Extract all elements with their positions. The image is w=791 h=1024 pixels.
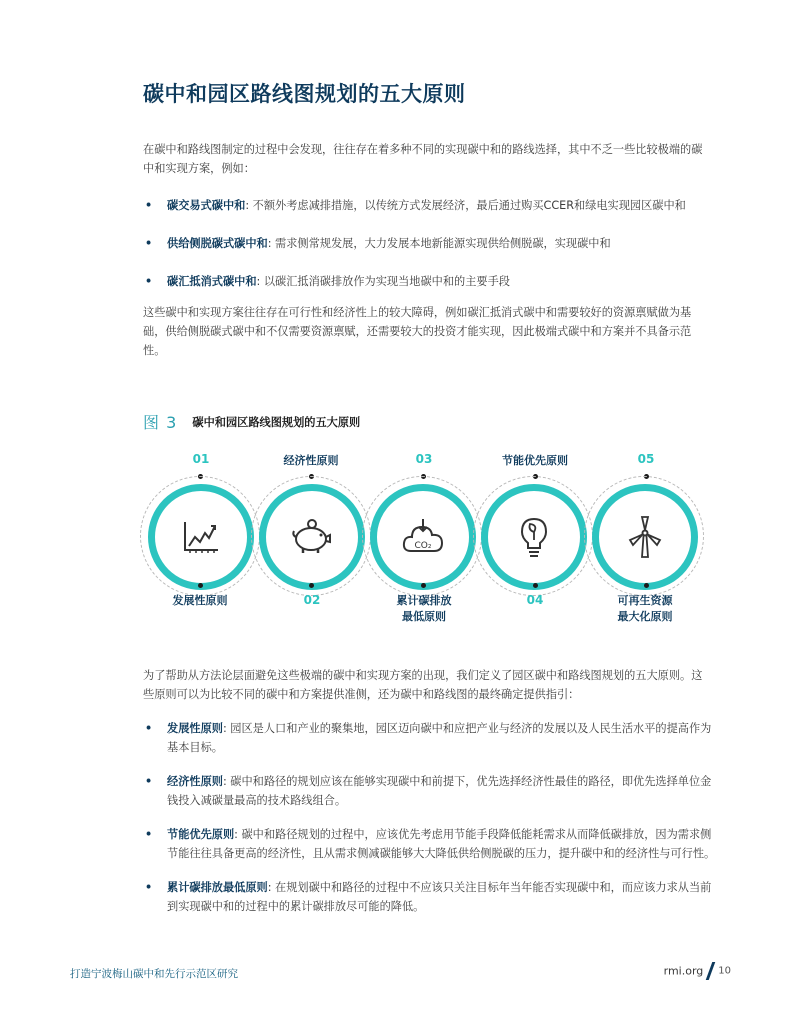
list-item: • 供给侧脱碳式碳中和: 需求侧常规发展，大力发展本地新能源实现供给侧脱碳，实现碳中和 <box>145 237 611 250</box>
second-paragraph: 这些碳中和实现方案往往存在可行性和经济性上的较大障碍，例如碳汇抵消式碳中和需要较好的资源禀赋做为基础，供给侧脱碳式碳中和不仅需要资源禀赋，还需要较大的投资才能实现，因此极端式碳中和方案并不具备示范性。 <box>143 306 692 357</box>
principle-circle-4 <box>481 484 587 590</box>
line-chart-icon <box>181 520 221 554</box>
bottom-pin-2 <box>309 583 314 588</box>
principle-number-05: 05 <box>637 452 655 466</box>
slash-divider <box>706 962 716 980</box>
piggy-bank-icon <box>291 519 333 555</box>
principle-circle-3 <box>370 484 476 590</box>
principle-number-04: 04 <box>526 593 544 607</box>
footer-site[interactable]: rmi.org <box>663 964 704 978</box>
lightbulb-leaf-icon <box>517 516 551 558</box>
figure-number: 图 3 <box>143 413 178 432</box>
principle-circle-1 <box>148 484 254 590</box>
page-title: 碳中和园区路线图规划的五大原则 <box>143 82 466 106</box>
list-item: • 碳汇抵消式碳中和: 以碳汇抵消碳排放作为实现当地碳中和的主要手段 <box>145 275 510 288</box>
list-item: • 累计碳排放最低原则: 在规划碳中和路径的过程中不应该只关注目标年当年能否实现碳中和，而应该力求从当前到实现碳中和的过程中的累计碳排放尽可能的降低。 <box>145 881 712 913</box>
intro-paragraph: 在碳中和路线图制定的过程中会发现，往往存在着多种不同的实现碳中和的路线选择，其中不乏一些比较极端的碳中和实现方案，例如： <box>143 143 703 175</box>
principle-name-02: 经济性原则 <box>283 454 339 467</box>
principle-number-02: 02 <box>303 593 321 607</box>
principle-name-01: 发展性原则 <box>172 594 228 607</box>
principle-name-03: 累计碳排放 最低原则 <box>396 594 452 623</box>
co2-cloud-icon <box>401 517 445 557</box>
list-item: • 节能优先原则: 碳中和路径规划的过程中，应该优先考虑用节能手段降低能耗需求从而降低碳排放，因为需求侧节能往往具备更高的经济性，且从需求侧减碳能够大大降低供给侧脱碳的压力，提升碳中和的经济性与可行性。 <box>145 828 716 860</box>
list-item: • 发展性原则: 园区是人口和产业的聚集地，园区迈向碳中和应把产业与经济的发展以及人民生活水平的提高作为基本目标。 <box>145 722 712 754</box>
principle-circle-5 <box>592 484 698 590</box>
list-item: • 经济性原则: 碳中和路径的规划应该在能够实现碳中和前提下，优先选择经济性最佳的路径，即优先选择单位金钱投入减碳量最高的技术路线组合。 <box>145 775 712 807</box>
principle-number-03: 03 <box>415 452 433 466</box>
principle-name-04: 节能优先原则 <box>502 454 568 467</box>
footer-page-info <box>664 962 731 980</box>
five-principles-diagram <box>0 440 791 640</box>
list-item: • 碳交易式碳中和: 不额外考虑减排措施，以传统方式发展经济，最后通过购买CCER和绿电实现园区碳中和 <box>145 199 686 212</box>
principle-circle-2 <box>259 484 365 590</box>
page-number: 10 <box>718 965 731 977</box>
figure-title: 碳中和园区路线图规划的五大原则 <box>192 415 361 429</box>
bottom-pin-5 <box>644 583 649 588</box>
principles-list <box>143 719 718 916</box>
figure-heading <box>143 410 360 430</box>
bottom-pin-4 <box>533 583 538 588</box>
svg-text:CO₂: CO₂ <box>414 541 432 551</box>
principle-name-05: 可再生资源 最大化原则 <box>617 594 673 623</box>
extreme-approaches-list <box>143 196 718 291</box>
principle-number-01: 01 <box>192 452 210 466</box>
bottom-pin-1 <box>198 583 203 588</box>
bottom-pin-3 <box>421 583 426 588</box>
third-paragraph: 为了帮助从方法论层面避免这些极端的碳中和实现方案的出现，我们定义了园区碳中和路线图规划的五大原则。这些原则可以为比较不同的碳中和方案提供准侧，还为碳中和路线图的最终确定提供指引： <box>143 669 703 701</box>
wind-turbine-icon <box>625 515 665 559</box>
footer-report-title: 打造宁波梅山碳中和先行示范区研究 <box>70 968 238 980</box>
